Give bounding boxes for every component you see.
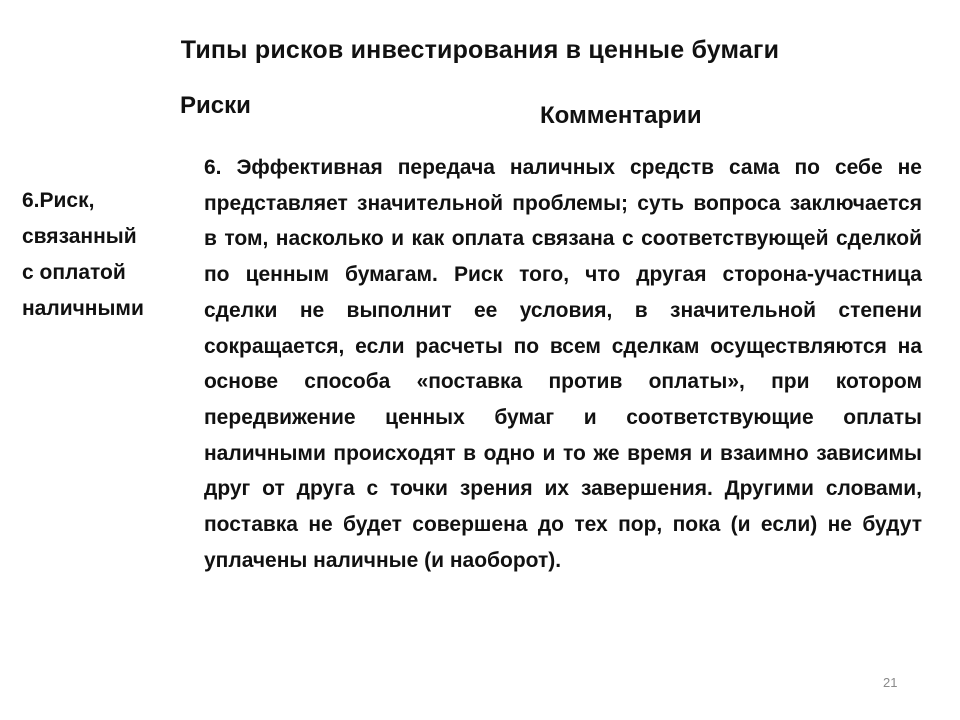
- risk-name: [22, 183, 172, 327]
- comment-paragraph: 6. Эффективная передача наличных средств сама по себе не представляет значительной проблемы; суть вопроса заключается в том, насколько и как оплата связана с соответствующей сделкой по ценным бумагам. Риск того, что другая сторона-участница сделки не выполнит ее условия, в значительной степени сокращается, если расчеты по всем сделкам осуществляются на основе способа «поставка против оплаты», при котором передвижение ценных бумаг и соответствующие оплаты наличными происходят в одно и то же время и взаимно зависимы друг от друга с точки зрения их завершения. Другими словами, поставка не будет совершена до тех пор, пока (и если) не будут уплачены наличные (и наоборот).: [204, 156, 922, 572]
- risk-name-line: 6.Риск,: [22, 189, 95, 212]
- column-heading-comments: Комментарии: [540, 102, 702, 129]
- page-number: 21: [883, 675, 898, 690]
- column-heading-risks: Риски: [180, 92, 251, 119]
- risk-name-line: наличными: [22, 297, 144, 320]
- risk-name-line: связанный: [22, 225, 137, 248]
- risk-name-line: с оплатой: [22, 261, 126, 284]
- slide-title: Типы рисков инвестирования в ценные бумаги: [180, 36, 780, 64]
